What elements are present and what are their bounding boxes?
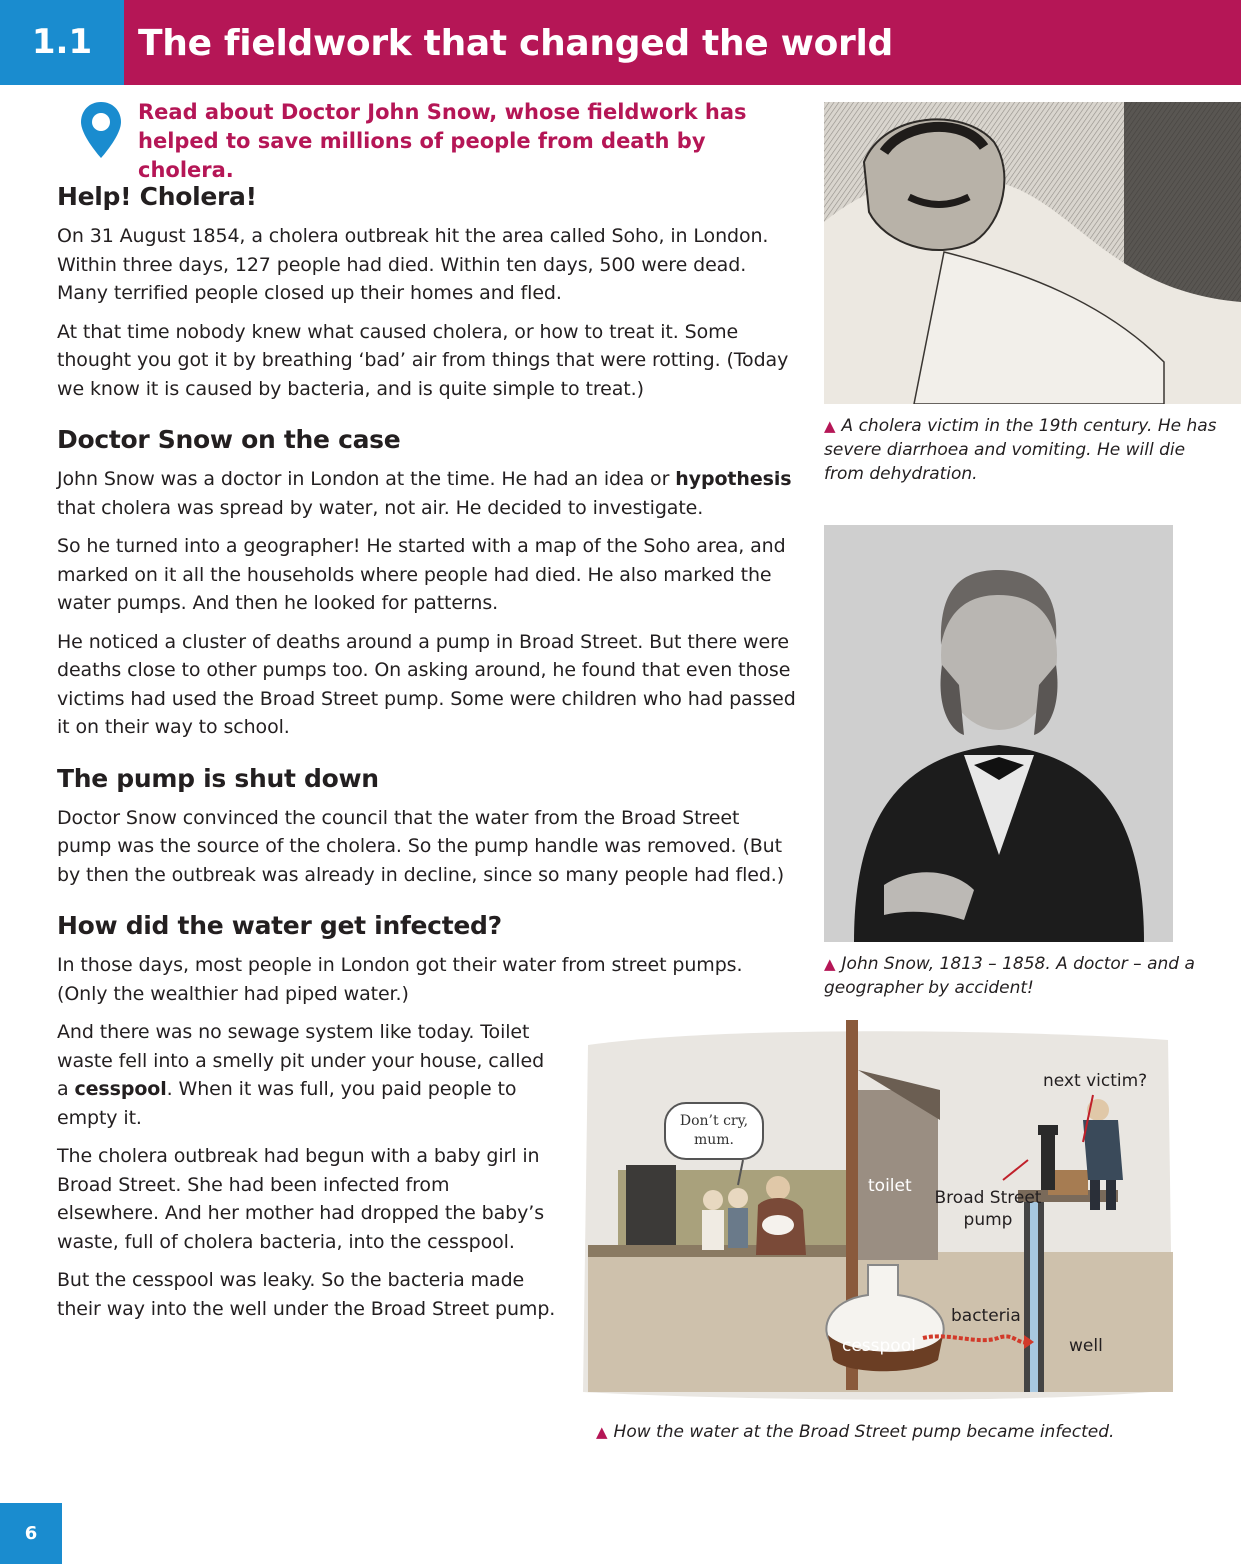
label-cesspool: cesspool <box>842 1336 916 1356</box>
text-run: John Snow was a doctor in London at the time. He had an idea or <box>57 468 676 490</box>
text-run: . When it was full, you paid people to empty it. <box>57 1078 517 1129</box>
caption-diagram <box>596 1420 1216 1444</box>
keyword-cesspool: cesspool <box>74 1078 167 1100</box>
john-snow-portrait <box>824 525 1173 942</box>
paragraph: In those days, most people in London got their water from street pumps. (Only the wealthier had piped water.) <box>57 954 743 1005</box>
paragraph <box>57 1018 557 1132</box>
paragraph: On 31 August 1854, a cholera outbreak hit the area called Soho, in London. Within three days, 127 people had died. Within ten days, 500 were dead. Many terrified people closed up their homes and fled. <box>57 225 769 304</box>
caption-text: How the water at the Broad Street pump became infected. <box>613 1422 1115 1442</box>
label-well: well <box>1069 1336 1103 1356</box>
speech-bubble: Don’t cry, mum. <box>664 1102 764 1160</box>
label-bacteria: bacteria <box>951 1306 1021 1326</box>
location-pin-icon <box>78 100 124 160</box>
caption-john-snow <box>824 952 1224 1000</box>
caption-text: A cholera victim in the 19th century. He has severe diarrhoea and vomiting. He will die from dehydration. <box>824 416 1217 484</box>
section-pump-shut-down <box>57 764 797 890</box>
text-run: And there was no sewage system like today. Toilet waste fell into a smelly pit under your house, called a <box>57 1021 545 1100</box>
keyword-hypothesis: hypothesis <box>675 468 792 490</box>
label-toilet: toilet <box>868 1176 912 1196</box>
text-run: that cholera was spread by water, not air. He decided to investigate. <box>57 496 704 519</box>
triangle-icon: ▲ <box>824 955 836 973</box>
page-header <box>0 0 1241 85</box>
section-heading: How did the water get infected? <box>57 911 502 940</box>
section-heading: Doctor Snow on the case <box>57 425 401 454</box>
infection-diagram <box>578 1020 1178 1410</box>
cholera-victim-engraving <box>824 102 1241 404</box>
paragraph: The cholera outbreak had begun with a baby girl in Broad Street. She had been infected from elsewhere. And her mother had dropped the baby’s waste, full of cholera bacteria, into the cesspool. <box>57 1145 545 1253</box>
label-next-victim: next victim? <box>1043 1071 1148 1091</box>
paragraph: He noticed a cluster of deaths around a pump in Broad Street. But there were deaths close to other pumps too. On asking around, he found that even those victims had used the Broad Street pump. Some were children who had passed it on their way to school. <box>57 630 796 738</box>
caption-cholera-victim <box>824 414 1224 486</box>
paragraph <box>57 465 797 522</box>
triangle-icon: ▲ <box>824 417 836 435</box>
paragraph: So he turned into a geographer! He started with a map of the Soho area, and marked on it all the households where people had died. He also marked the water pumps. And then he looked for patterns. <box>57 535 786 614</box>
page-title: The fieldwork that changed the world <box>138 23 893 64</box>
caption-text: John Snow, 1813 – 1858. A doctor – and a geographer by accident! <box>824 954 1195 998</box>
section-doctor-snow <box>57 425 797 742</box>
section-number: 1.1 <box>0 0 124 85</box>
section-heading: The pump is shut down <box>57 763 379 793</box>
section-heading: Help! Cholera! <box>57 182 257 211</box>
page-number: 6 <box>0 1503 62 1564</box>
triangle-icon: ▲ <box>596 1423 608 1441</box>
label-broad-street-pump: Broad Street pump <box>934 1188 1042 1230</box>
paragraph: But the cesspool was leaky. So the bacteria made their way into the well under the Broad Street pump. <box>57 1269 556 1320</box>
paragraph: Doctor Snow convinced the council that the water from the Broad Street pump was the source of the cholera. So the pump handle was removed. (But by then the outbreak was already in decline, since so many people had fled.) <box>57 806 785 886</box>
section-help-cholera <box>57 182 797 403</box>
intro-text: Read about Doctor John Snow, whose fieldwork has helped to save millions of people from death by cholera. <box>138 100 747 182</box>
paragraph: At that time nobody knew what caused cholera, or how to treat it. Some thought you got it by breathing ‘bad’ air from things that were rotting. (Today we know it is caused by bacteria, and is quite simple to treat.) <box>57 320 789 400</box>
